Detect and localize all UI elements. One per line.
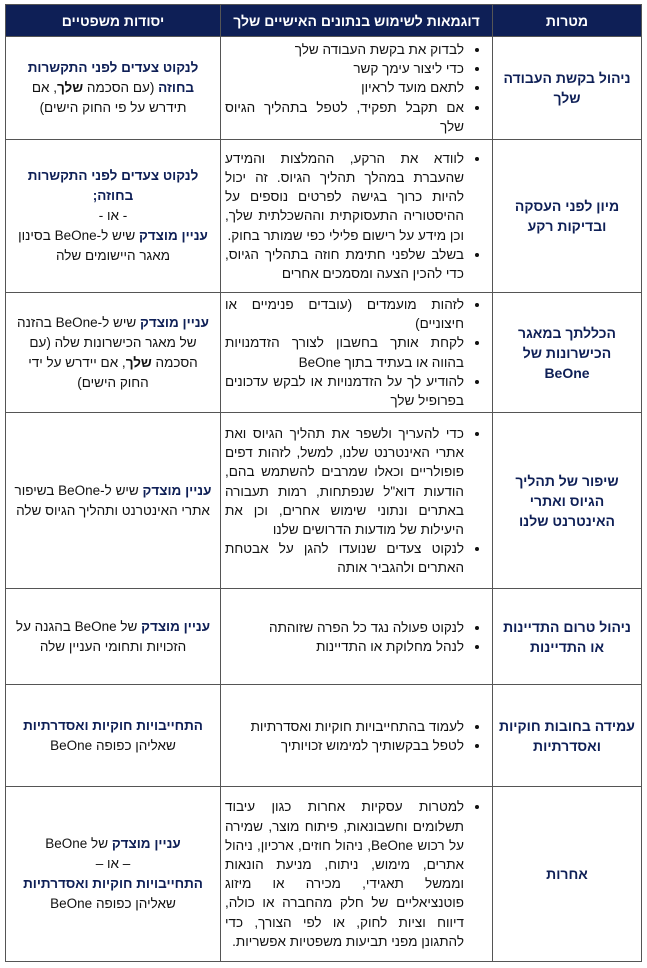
privacy-purposes-table [5, 4, 642, 962]
purpose-cell: הכללתך במאגר הכישרונות של BeOne [493, 293, 642, 413]
legal-bold-2: התחייבויות חוקיות ואסדרתיות [23, 876, 203, 892]
legal-text: של BeOne בהגנה על הזכויות ותחומי העניין שלה [15, 618, 187, 654]
purpose-cell: שיפור של תהליך הגיוס ואתרי האינטרנט שלנו [493, 413, 642, 589]
list-item: • למטרות עסקיות אחרות כגון עיבוד תשלומים וחשבונאות, פיתוח מוצר, שמירה על רכוש BeOne, ניהול חוזים, ארכיון, ניהול אתרים, מימוש, ניתוח, מניעת הונאות וממשל תאגידי, מכירה או מיזוג פוטנציאליים של חלק מהחברה או כולה, דיווח וציות לחוק, או לפי הצורך, כדי להתגונן מפני תביעות משפטיות אפשריות. [225, 797, 464, 951]
list-item: • לנהל מחלוקת או התדיינות [225, 637, 464, 656]
list-item: • לטפל בבקשותיך למימוש זכויותיך [225, 736, 464, 755]
examples-cell [221, 293, 493, 413]
legal-basis-cell [6, 685, 221, 787]
legal-bold: עניין מוצדק [141, 618, 211, 634]
examples-cell [221, 685, 493, 787]
examples-list [225, 717, 486, 755]
purpose-cell: מיון לפני העסקה ובדיקות רקע [493, 140, 642, 293]
legal-or: - או - [98, 208, 128, 223]
legal-text: , אם יידרש על ידי החוק הישים) [28, 354, 149, 390]
list-item: • לנקוט פעולה נגד כל הפרה שזוהתה [225, 618, 464, 637]
legal-text: שיש ל-BeOne בשיפור אתרי האינטרנט ותהליך הגיוס שלה [14, 482, 210, 518]
legal-basis-cell [6, 589, 221, 685]
table-row [6, 140, 642, 293]
examples-cell [221, 589, 493, 685]
examples-cell [221, 37, 493, 140]
legal-text: של BeOne [45, 836, 112, 852]
legal-bold: לנקוט צעדים לפני התקשרות בחוזה; [27, 168, 199, 203]
examples-list [225, 424, 486, 578]
legal-text: שיש ל-BeOne בהזנה של מאגר הכישרונות שלה (עם הסכמה [17, 314, 198, 370]
table-header-row [6, 5, 642, 37]
list-item: • כדי להעריך ולשפר את תהליך הגיוס ואת אתרי האינטרנט שלנו, למשל, לזהות דפים פופולריים וכאלו שמרבים להשתמש בהם, הודעות דוא"ל שנפתחות, רמות תעבורה באתרים ונתוני שימוש אחרים, וכן את היעילות של מודעות הדרושים שלנו [225, 424, 464, 539]
examples-list [225, 40, 486, 136]
legal-basis-cell [6, 140, 221, 293]
legal-text: שאליהן כפופה BeOne [50, 737, 176, 753]
examples-list [225, 149, 486, 283]
legal-bold: עניין מוצדק [111, 836, 181, 852]
legal-bold-2: עניין מוצדק [138, 228, 208, 243]
legal-text: שיש ל-BeOne בסינון מאגר היישומים שלה [18, 228, 171, 263]
list-item: • כדי ליצור עימך קשר [225, 59, 464, 78]
legal-basis-cell [6, 37, 221, 140]
legal-text: (עם הסכמה [83, 80, 159, 95]
header-legal-basis: יסודות משפטיים [6, 5, 221, 37]
table-row [6, 293, 642, 413]
legal-bold-yours: שלך [125, 354, 152, 370]
list-item: • לבדוק את בקשת העבודה שלך [225, 40, 464, 59]
purpose-cell: אחרות [493, 787, 642, 962]
examples-list [225, 797, 486, 951]
legal-basis-cell [6, 413, 221, 589]
list-item: • להודיע לך על הזדמנויות או לבקש עדכונים בפרופיל שלך [225, 372, 464, 410]
legal-bold: התחייבויות חוקיות ואסדרתיות [23, 717, 203, 733]
examples-cell [221, 140, 493, 293]
legal-bold: לנקוט צעדים לפני התקשרות בחוזה [27, 60, 199, 95]
table-row [6, 685, 642, 787]
purpose-cell: ניהול בקשת העבודה שלך [493, 37, 642, 140]
legal-or: – או – [95, 856, 131, 872]
examples-list [225, 618, 486, 656]
table-row [6, 37, 642, 140]
list-item: • לזהות מועמדים (עובדים פנימיים או חיצוניים) [225, 295, 464, 333]
legal-bold: עניין מוצדק [140, 314, 209, 330]
table-row [6, 589, 642, 685]
legal-basis-cell [6, 787, 221, 962]
examples-cell [221, 413, 493, 589]
purpose-cell: עמידה בחובות חוקיות ואסדרתיות [493, 685, 642, 787]
legal-bold: עניין מוצדק [142, 482, 212, 498]
list-item: • לתאם מועד לראיון [225, 78, 464, 97]
purpose-cell: ניהול טרום התדיינות או התדיינות [493, 589, 642, 685]
table-row [6, 413, 642, 589]
list-item: • לנקוט צעדים שנועדו להגן על אבטחת האתרים ולהגביר אותה [225, 539, 464, 577]
legal-basis-cell [6, 293, 221, 413]
list-item: • אם תקבל תפקיד, לטפל בתהליך הגיוס שלך [225, 98, 464, 136]
list-item: • לקחת אותך בחשבון לצורך הזדמנויות בהווה או בעתיד בתוך BeOne [225, 333, 464, 371]
list-item: • לוודא את הרקע, ההמלצות והמידע שהעברת במהלך תהליך הגיוס. זה יכול להיות כרוך בגישה לפרטים נוספים על ההיסטוריה התעסוקתית וההשכלתית שלך, וכן מידע על רישום פלילי כפי שמותר בחוק. [225, 149, 464, 245]
examples-list [225, 295, 486, 410]
legal-text: , אם תידרש על פי החוק הישים) [31, 80, 187, 115]
table-row [6, 787, 642, 962]
examples-cell [221, 787, 493, 962]
list-item: • בשלב שלפני חתימת חוזה בתהליך הגיוס, כדי להכין הצעה ומסמכים אחרים [225, 245, 464, 283]
header-examples: דוגמאות לשימוש בנתונים האישיים שלך [221, 5, 493, 37]
list-item: • לעמוד בהתחייבויות חוקיות ואסדרתיות [225, 717, 464, 736]
legal-text: שאליהן כפופה BeOne [50, 896, 176, 912]
header-purposes: מטרות [493, 5, 642, 37]
legal-bold-yours: שלך [57, 80, 84, 95]
